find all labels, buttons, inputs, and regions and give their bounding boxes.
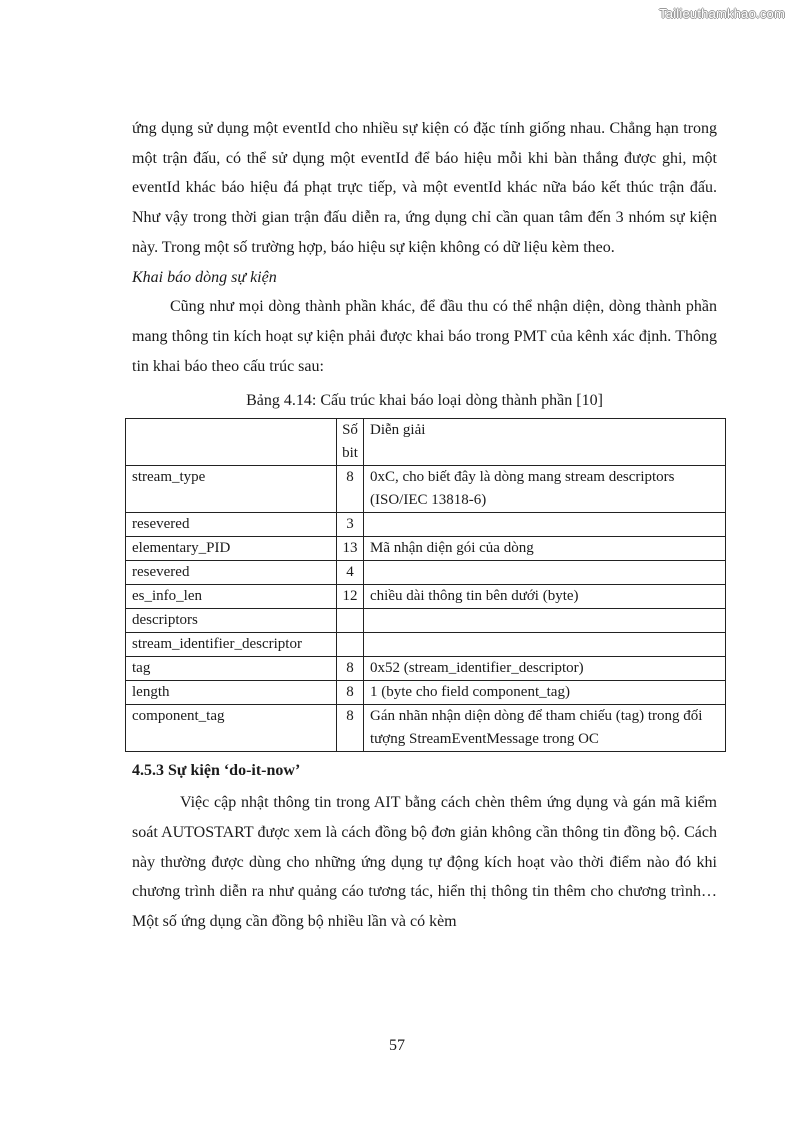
cell-description [364,561,726,585]
cell-bits: 4 [337,561,364,585]
header-description: Diễn giải [364,419,726,466]
table-row [126,633,726,657]
table-row [126,585,726,609]
cell-description: 0x52 (stream_identifier_descriptor) [364,657,726,681]
cell-bits: 8 [337,657,364,681]
header-bits: Số bit [337,419,364,466]
cell-description: Gán nhãn nhận diện dòng để tham chiếu (tag) trong đối tượng StreamEventMessage trong OC [364,705,726,752]
cell-bits: 8 [337,705,364,752]
cell-description: 1 (byte cho field component_tag) [364,681,726,705]
cell-field: tag [126,657,337,681]
declaration-table [125,418,726,752]
cell-field: resevered [126,561,337,585]
cell-field: elementary_PID [126,537,337,561]
cell-bits [337,609,364,633]
cell-field: stream_type [126,466,337,513]
table-caption: Bảng 4.14: Cấu trúc khai báo loại dòng thành phần [10] [246,392,603,410]
cell-bits: 8 [337,681,364,705]
cell-description: Mã nhận diện gói của dòng [364,537,726,561]
cell-bits: 3 [337,513,364,537]
watermark: Tailieuthamkhao.com [659,6,785,21]
cell-bits [337,633,364,657]
paragraph-declaration: Cũng như mọi dòng thành phần khác, để đầu thu có thể nhận diện, dòng thành phần mang thông tin kích hoạt sự kiện phải được khai báo trong PMT của kênh xác định. Thông tin khai báo theo cấu trúc sau: [132,298,717,375]
cell-field: stream_identifier_descriptor [126,633,337,657]
section-heading: 4.5.3 Sự kiện ‘do-it-now’ [132,762,301,780]
cell-description [364,513,726,537]
page-number: 57 [389,1037,405,1054]
subheading: Khai báo dòng sự kiện [132,268,277,286]
header-field [126,419,337,466]
cell-field: es_info_len [126,585,337,609]
cell-description: chiều dài thông tin bên dưới (byte) [364,585,726,609]
table-header-row [126,419,726,466]
cell-field: length [126,681,337,705]
cell-bits: 12 [337,585,364,609]
cell-field: resevered [126,513,337,537]
table-row [126,561,726,585]
cell-description [364,633,726,657]
paragraph-do-it-now: Việc cập nhật thông tin trong AIT bằng cách chèn thêm ứng dụng và gán mã kiểm soát AUTOSTART được xem là cách đồng bộ đơn giản không cần thông tin đồng bộ. Cách này thường được dùng cho những ứng dụng tự động kích hoạt vào thời điểm nào đó khi chương trình diễn ra như quảng cáo tương tác, hiển thị thông tin thêm cho chương trình… Một số ứng dụng cần đồng bộ nhiều lần và có kèm [132,794,717,931]
cell-bits: 13 [337,537,364,561]
table-row [126,657,726,681]
table-row [126,537,726,561]
cell-description [364,609,726,633]
cell-bits: 8 [337,466,364,513]
cell-description: 0xC, cho biết đây là dòng mang stream descriptors (ISO/IEC 13818-6) [364,466,726,513]
table-row [126,466,726,513]
paragraph-intro: ứng dụng sử dụng một eventId cho nhiều sự kiện có đặc tính giống nhau. Chẳng hạn trong một trận đấu, có thể sử dụng một eventId để báo hiệu mỗi khi bàn thắng được ghi, một eventId khác báo hiệu đá phạt trực tiếp, và một eventId khác nữa báo kết thúc trận đấu. Như vậy trong thời gian trận đấu diễn ra, ứng dụng chỉ cần quan tâm đến 3 nhóm sự kiện này. Trong một số trường hợp, báo hiệu sự kiện không có dữ liệu kèm theo. [132,120,717,256]
cell-field: component_tag [126,705,337,752]
table-row [126,681,726,705]
table-row [126,513,726,537]
cell-field: descriptors [126,609,337,633]
table-row [126,705,726,752]
table-row [126,609,726,633]
page-content [132,114,717,937]
